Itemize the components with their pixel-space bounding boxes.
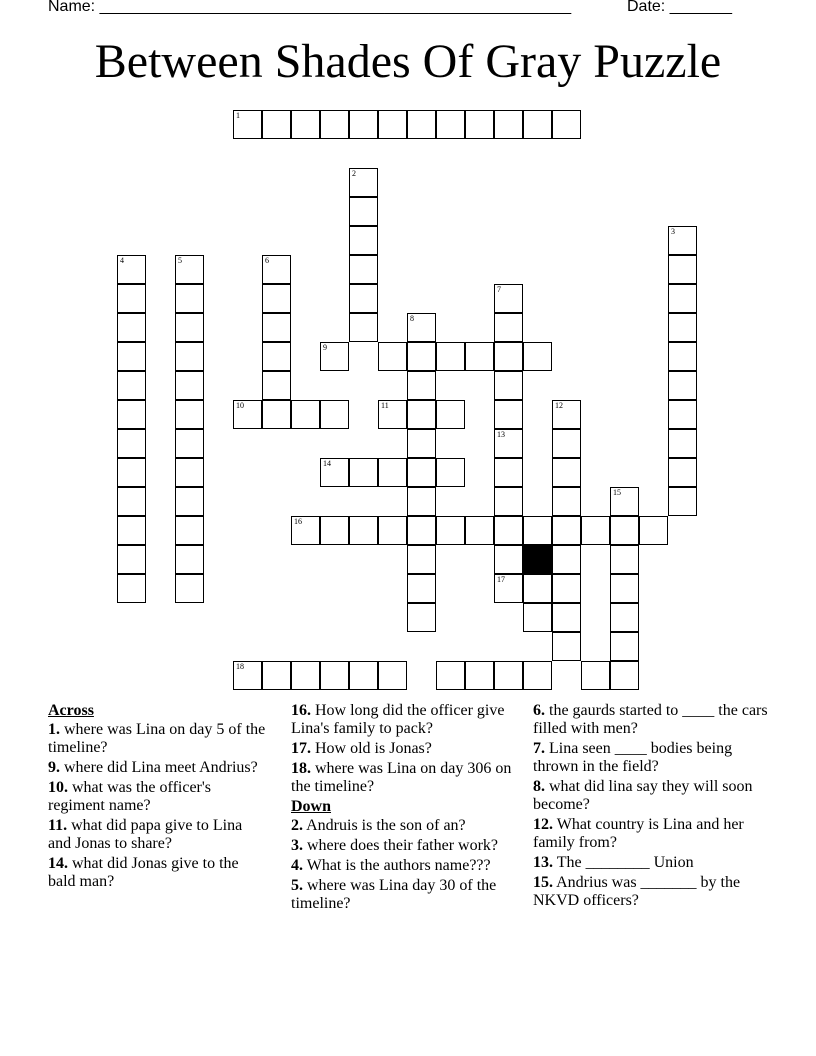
grid-cell[interactable] [465,661,494,690]
grid-cell[interactable] [668,458,697,487]
grid-cell[interactable] [175,429,204,458]
clue-text: Andrius was _______ by the NKVD officers? [533,874,741,909]
clue-number: 10. [48,779,68,796]
date-field-label: Date: _______ [627,0,732,15]
grid-cell[interactable] [262,400,291,429]
clue-number: 9. [48,759,60,776]
clue-text: the gaurds started to ____ the cars filled with men? [533,702,768,737]
grid-cell[interactable] [175,574,204,603]
grid-cell[interactable] [407,603,436,632]
across-clue [48,721,268,757]
clue-number: 7. [533,740,545,757]
grid-cell[interactable] [349,168,378,197]
grid-cell[interactable] [436,110,465,139]
grid-cell[interactable] [407,545,436,574]
grid-cell[interactable] [378,342,407,371]
grid-cell[interactable] [320,400,349,429]
clue-text: where was Lina on day 306 on the timeline? [291,760,512,795]
cell-number: 14 [323,459,331,468]
grid-cell[interactable] [117,516,146,545]
grid-cell[interactable] [581,516,610,545]
clue-text: What country is Lina and her family from? [533,816,744,851]
grid-cell[interactable] [465,110,494,139]
grid-cell[interactable] [262,342,291,371]
clue-column-1 [48,702,268,893]
grid-cell[interactable] [581,661,610,690]
grid-cell[interactable] [436,400,465,429]
clue-text: what did Jonas give to the bald man? [48,855,239,890]
grid-cell[interactable] [610,516,639,545]
grid-cell[interactable] [668,487,697,516]
down-clue [533,740,768,776]
grid-cell[interactable] [175,400,204,429]
clue-text: where did Lina meet Andrius? [60,759,258,776]
grid-cell[interactable] [436,458,465,487]
grid-cell[interactable] [523,574,552,603]
grid-cell[interactable] [552,632,581,661]
grid-cell[interactable] [117,255,146,284]
grid-cell[interactable] [494,313,523,342]
grid-cell[interactable] [407,371,436,400]
grid-cell[interactable] [349,197,378,226]
clue-text: what was the officer's regiment name? [48,779,211,814]
grid-cell[interactable] [407,458,436,487]
clue-number: 4. [291,857,303,874]
down-clue [533,854,768,872]
grid-cell[interactable] [494,487,523,516]
down-clue [291,817,516,835]
grid-cell[interactable] [552,400,581,429]
puzzle-title: Between Shades Of Gray Puzzle [94,35,722,88]
grid-cell[interactable] [494,110,523,139]
clue-text: what did papa give to Lina and Jonas to share? [48,817,243,852]
clue-number: 5. [291,877,303,894]
clue-number: 14. [48,855,68,872]
grid-cell[interactable] [494,342,523,371]
cell-number: 7 [497,285,501,294]
grid-cell[interactable] [262,255,291,284]
clue-number: 13. [533,854,553,871]
grid-cell[interactable] [494,574,523,603]
cell-number: 10 [236,401,244,410]
grid-cell[interactable] [175,342,204,371]
grid-cell[interactable] [175,371,204,400]
cell-number: 5 [178,256,182,265]
grid-cell[interactable] [668,429,697,458]
grid-cell[interactable] [407,400,436,429]
clue-text: The ________ Union [553,854,694,871]
grid-cell[interactable] [378,516,407,545]
clue-text: How long did the officer give Lina's family to pack? [291,702,505,737]
grid-cell[interactable] [552,516,581,545]
grid-cell[interactable] [117,545,146,574]
grid-cell[interactable] [117,371,146,400]
grid-cell[interactable] [291,661,320,690]
cell-number: 8 [410,314,414,323]
grid-cell[interactable] [668,255,697,284]
grid-cell[interactable] [349,661,378,690]
down-clue [291,837,516,855]
grid-cell[interactable] [552,603,581,632]
grid-cell[interactable] [378,661,407,690]
grid-cell[interactable] [494,429,523,458]
grid-cell[interactable] [320,516,349,545]
grid-cell[interactable] [552,110,581,139]
grid-cell[interactable] [262,110,291,139]
cell-number: 11 [381,401,389,410]
blocked-cell [523,545,552,574]
grid-cell[interactable] [349,255,378,284]
grid-cell[interactable] [175,487,204,516]
grid-cell[interactable] [523,342,552,371]
grid-cell[interactable] [610,632,639,661]
grid-cell[interactable] [407,516,436,545]
grid-cell[interactable] [668,284,697,313]
down-clue [533,874,768,910]
grid-cell[interactable] [117,284,146,313]
cell-number: 1 [236,111,240,120]
grid-cell[interactable] [320,342,349,371]
grid-cell[interactable] [320,110,349,139]
clue-text: where does their father work? [303,837,499,854]
clue-number: 2. [291,817,303,834]
grid-cell[interactable] [233,661,262,690]
down-clue [291,877,516,913]
grid-cell[interactable] [494,400,523,429]
across-clue [48,759,268,777]
cell-number: 6 [265,256,269,265]
clue-text: Lina seen ____ bodies being thrown in the field? [533,740,733,775]
grid-cell[interactable] [494,516,523,545]
grid-cell[interactable] [668,371,697,400]
grid-cell[interactable] [349,226,378,255]
clue-number: 16. [291,702,311,719]
clue-text: What is the authors name??? [303,857,491,874]
grid-cell[interactable] [552,487,581,516]
grid-cell[interactable] [668,400,697,429]
grid-cell[interactable] [117,342,146,371]
grid-cell[interactable] [610,603,639,632]
grid-cell[interactable] [407,487,436,516]
clue-number: 12. [533,816,553,833]
down-clue [533,702,768,738]
cell-number: 3 [671,227,675,236]
clue-text: where was Lina day 30 of the timeline? [291,877,497,912]
grid-cell[interactable] [552,458,581,487]
grid-cell[interactable] [117,429,146,458]
grid-cell[interactable] [320,458,349,487]
grid-cell[interactable] [494,284,523,313]
grid-cell[interactable] [117,400,146,429]
cell-number: 9 [323,343,327,352]
grid-cell[interactable] [117,458,146,487]
grid-cell[interactable] [175,545,204,574]
grid-cell[interactable] [262,284,291,313]
grid-cell[interactable] [175,313,204,342]
clue-number: 1. [48,721,60,738]
grid-cell[interactable] [523,110,552,139]
clue-number: 8. [533,778,545,795]
grid-cell[interactable] [407,429,436,458]
grid-cell[interactable] [668,342,697,371]
grid-cell[interactable] [494,458,523,487]
grid-cell[interactable] [407,574,436,603]
cell-number: 18 [236,662,244,671]
cell-number: 2 [352,169,356,178]
grid-cell[interactable] [639,516,668,545]
clue-column-2 [291,702,516,915]
name-field-label: Name: _____________________________________________________ [48,0,572,15]
clue-number: 18. [291,760,311,777]
grid-cell[interactable] [378,458,407,487]
grid-cell[interactable] [494,545,523,574]
clue-text: what did lina say they will soon become? [533,778,753,813]
grid-cell[interactable] [523,516,552,545]
grid-cell[interactable] [494,371,523,400]
grid-cell[interactable] [668,226,697,255]
cell-number: 13 [497,430,505,439]
down-clue [533,816,768,852]
cell-number: 4 [120,256,124,265]
across-heading: Across [48,702,94,719]
clue-text: How old is Jonas? [311,740,432,757]
grid-cell[interactable] [407,313,436,342]
grid-cell[interactable] [175,284,204,313]
cell-number: 17 [497,575,505,584]
grid-cell[interactable] [117,313,146,342]
grid-cell[interactable] [349,458,378,487]
grid-cell[interactable] [465,516,494,545]
grid-cell[interactable] [320,661,349,690]
clue-number: 11. [48,817,68,834]
grid-cell[interactable] [552,574,581,603]
grid-cell[interactable] [262,371,291,400]
grid-cell[interactable] [610,545,639,574]
across-clue [291,702,516,738]
grid-cell[interactable] [262,661,291,690]
grid-cell[interactable] [175,516,204,545]
clue-column-3 [533,702,768,912]
grid-cell[interactable] [465,342,494,371]
grid-cell[interactable] [233,400,262,429]
grid-cell[interactable] [233,110,262,139]
clue-number: 6. [533,702,545,719]
across-clue [48,779,268,815]
clue-text: where was Lina on day 5 of the timeline? [48,721,266,756]
grid-cell[interactable] [349,110,378,139]
grid-cell[interactable] [436,661,465,690]
down-heading: Down [291,798,332,815]
grid-cell[interactable] [436,516,465,545]
grid-cell[interactable] [349,313,378,342]
grid-cell[interactable] [378,110,407,139]
across-clue [48,817,268,853]
grid-cell[interactable] [552,429,581,458]
cell-number: 12 [555,401,563,410]
grid-cell[interactable] [349,516,378,545]
clue-number: 15. [533,874,553,891]
grid-cell[interactable] [610,661,639,690]
clue-text: Andruis is the son of an? [303,817,466,834]
grid-cell[interactable] [117,574,146,603]
grid-cell[interactable] [291,110,320,139]
grid-cell[interactable] [262,313,291,342]
grid-cell[interactable] [436,342,465,371]
grid-cell[interactable] [523,603,552,632]
down-clue [291,857,516,875]
grid-cell[interactable] [552,545,581,574]
grid-cell[interactable] [494,661,523,690]
grid-cell[interactable] [610,574,639,603]
clue-number: 17. [291,740,311,757]
grid-cell[interactable] [291,400,320,429]
cell-number: 16 [294,517,302,526]
down-clue [533,778,768,814]
across-clue [291,760,516,796]
clue-number: 3. [291,837,303,854]
grid-cell[interactable] [523,661,552,690]
cell-number: 15 [613,488,621,497]
grid-cell[interactable] [610,487,639,516]
grid-cell[interactable] [407,110,436,139]
grid-cell[interactable] [378,400,407,429]
grid-cell[interactable] [175,255,204,284]
grid-cell[interactable] [117,487,146,516]
grid-cell[interactable] [291,516,320,545]
grid-cell[interactable] [668,313,697,342]
grid-cell[interactable] [407,342,436,371]
grid-cell[interactable] [175,458,204,487]
grid-cell[interactable] [349,284,378,313]
across-clue [291,740,516,758]
across-clue [48,855,268,891]
